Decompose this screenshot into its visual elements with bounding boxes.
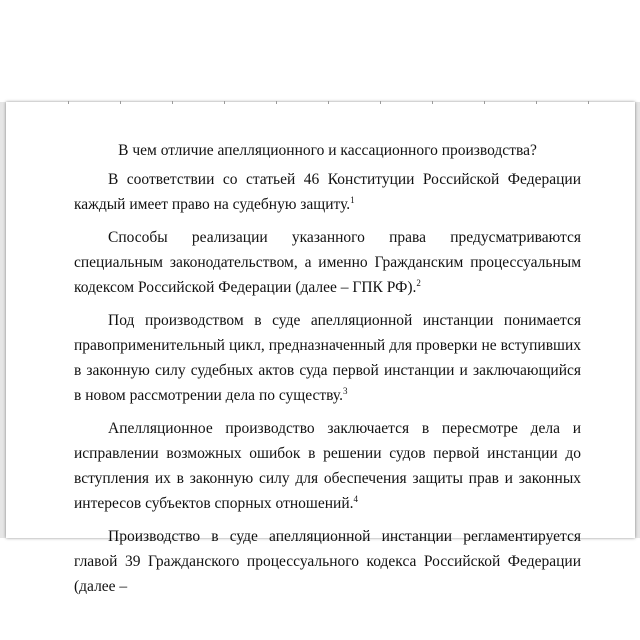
ruler-marks [68,101,588,105]
paragraph-3 [74,308,581,408]
paragraph-text: Способы реализации указанного права предусматриваются специальным законодательством, а именно Гражданским процессуальным кодексом Российской Федерации (далее – ГПК РФ). [74,229,581,296]
paragraph-5 [74,524,581,599]
paragraph-text: Под производством в суде апелляционной инстанции понимается правоприменительный цикл, предназначенный для проверки не вступивших в законную силу судебных актов суда первой инстанции и заключающийся в новом рассмотрении дела по существу. [74,312,581,404]
document-page[interactable] [6,102,635,595]
document-heading: В чем отличие апелляционного и кассационного производства? [118,142,537,159]
paragraph-4 [74,416,581,516]
paragraph-text: Апелляционное производство заключается в пересмотре дела и исправлении возможных ошибок в решении судов первой инстанции до вступления их в законную силу для обеспечения защиты прав и законных интересов субъектов спорных отношений. [74,420,581,512]
footnote-ref-3[interactable]: 3 [343,386,348,396]
paragraph-text: В соответствии со статьей 46 Конституции Российской Федерации каждый имеет право на судебную защиту. [74,171,581,213]
paragraph-text: Производство в суде апелляционной инстанции регламентируется главой 39 Гражданского процессуального кодекса Российской Федерации (далее – [74,528,581,595]
paragraph-2 [74,225,581,300]
footnote-ref-2[interactable]: 2 [416,278,421,288]
document-text[interactable] [74,138,581,607]
document-viewport[interactable] [0,102,640,595]
footnote-ref-4[interactable]: 4 [353,494,358,504]
footnote-ref-1[interactable]: 1 [350,195,355,205]
paragraph-1 [74,167,581,217]
